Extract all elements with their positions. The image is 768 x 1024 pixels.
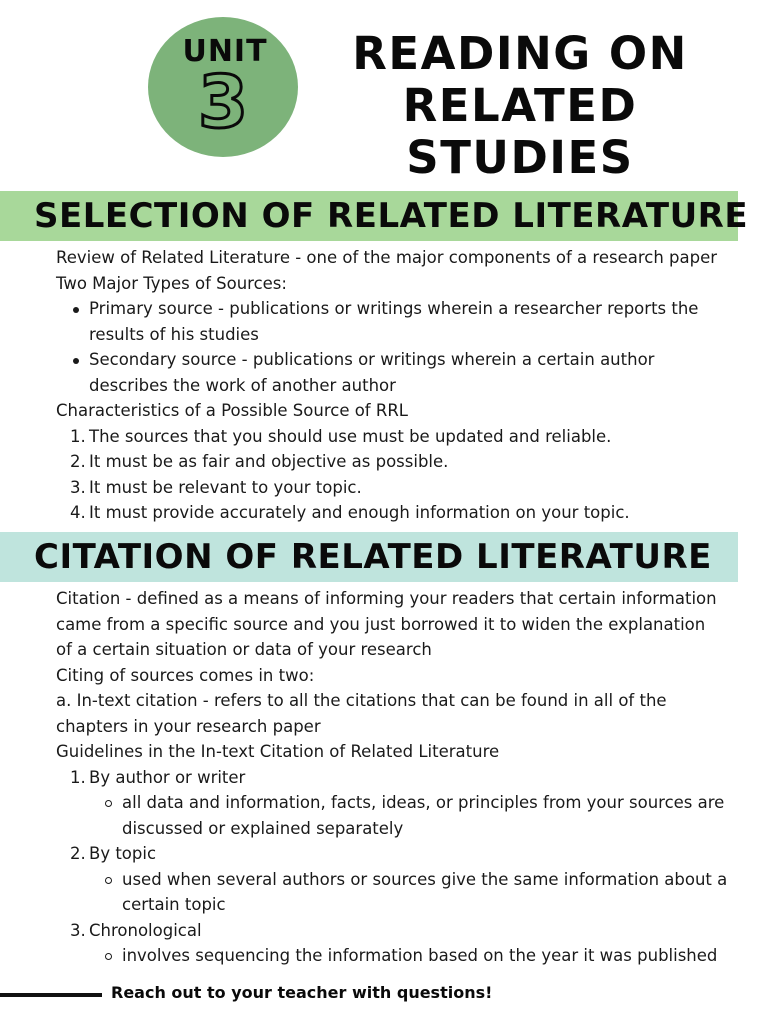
list-item: Primary source - publications or writings wherein a researcher reports the results of his studies: [56, 296, 746, 347]
section-2-title: CITATION OF RELATED LITERATURE: [34, 537, 712, 577]
section-1-body: [56, 245, 746, 526]
section-1-title: SELECTION OF RELATED LITERATURE: [34, 196, 749, 236]
list-item: 1. By author or writer: [70, 767, 246, 787]
list-item: 3. It must be relevant to your topic.: [70, 477, 362, 497]
list-item: Secondary source - publications or writings wherein a certain author describes the work of another author: [56, 347, 746, 398]
citing-intro: Citing of sources comes in two:: [56, 665, 315, 685]
footer-note: Reach out to your teacher with questions!: [111, 983, 493, 1002]
page-title: [300, 28, 740, 184]
guidelines-heading: Guidelines in the In-text Citation of Related Literature: [56, 742, 500, 761]
list-item: 2. By topic: [70, 844, 157, 863]
unit-number: 3: [197, 60, 249, 144]
page-title-line-2: RELATED STUDIES: [402, 79, 638, 184]
intext-citation: a. In-text citation - refers to all the citations that can be found in all of the: [56, 691, 667, 710]
sub-list-item: all data and information, facts, ideas, or principles from your sources are discussed or explained separately: [56, 790, 746, 841]
unit-label: UNIT: [182, 34, 268, 69]
list-item: 2. It must be as fair and objective as possible.: [70, 452, 449, 471]
sub-list-item: used when several authors or sources give the same information about a certain topic: [56, 867, 746, 918]
footer-divider: [0, 993, 102, 997]
source-types-heading: Two Major Types of Sources:: [56, 273, 287, 293]
citation-definition: Citation - defined as a means of informing your readers that certain information: [56, 589, 717, 608]
section-2-body: Citation - defined as a means of informing your readers that certain information came from a specific source and you just borrowed it to widen the explanation of a certain situation or data of your research Citing of sources comes in two: a. In-text citation - refers to all the citations that can be found in all of the chapters in your research paper Guidelines in the In-text Citation of Related Literature 1. By author or writer all data and information, facts, ideas, or principles from your sources are discussed or explained separately 2. By topic used when several authors or sources give the same information about a certain topic 3. Chronological involves sequencing the information based on the year it was published: [56, 586, 746, 969]
list-item: 4. It must provide accurately and enough information on your topic.: [70, 503, 630, 522]
characteristics-heading: Characteristics of a Possible Source of RRL: [56, 401, 408, 420]
list-item: 3. Chronological: [70, 920, 202, 940]
rrl-definition: Review of Related Literature - one of the major components of a research paper: [56, 248, 718, 267]
sub-list-item: involves sequencing the information based on the year it was published: [56, 943, 746, 969]
page-title-line-1: READING ON: [352, 27, 688, 80]
list-item: 1. The sources that you should use must be updated and reliable.: [70, 426, 612, 446]
